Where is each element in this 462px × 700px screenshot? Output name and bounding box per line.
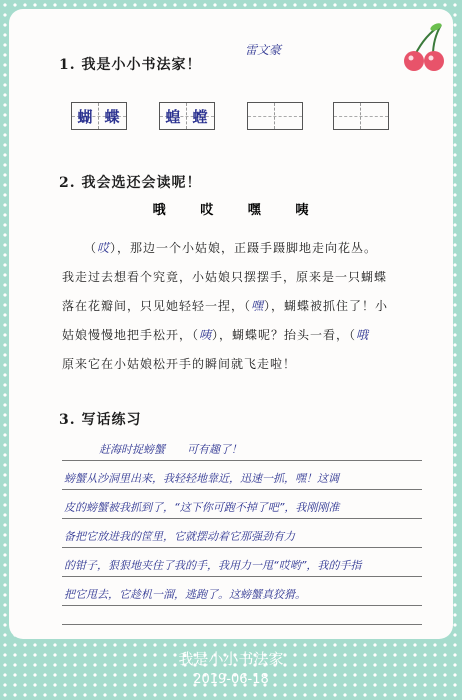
writing-rule: [62, 460, 422, 461]
option-word: 嘿: [247, 203, 262, 218]
story-line-6: 把它甩去，它趁机一溜，逃跑了。这螃蟹真狡猾。: [64, 588, 306, 601]
story-line-4: 备把它放进我的筐里，它就摆动着它那强劲有力: [64, 530, 295, 543]
option-word: 哦: [152, 203, 167, 218]
section3-title: 3. 写话练习: [59, 412, 142, 428]
answer-word: 咦: [199, 328, 213, 342]
footer-title: 我是小小书法家: [178, 650, 284, 668]
calligraphy-grid-4: [333, 102, 389, 130]
passage-line-2: 我走过去想看个究竟，小姑娘只摆摆手，原来是一只蝴蝶: [62, 270, 388, 284]
section1-title: 1. 我是小小书法家！: [59, 57, 202, 73]
answer-word: 嘿: [251, 299, 265, 313]
grid-char: 蝴: [77, 108, 93, 126]
writing-rule: [62, 605, 422, 606]
interjection-options: [9, 199, 453, 218]
grid-char: 螳: [192, 108, 208, 126]
calligraphy-grid-3: [247, 102, 303, 130]
writing-rule: [62, 518, 422, 519]
calligraphy-grid-1: [71, 102, 127, 130]
section2-title: 2. 我会选还会读呢！: [59, 175, 202, 191]
student-signature: 雷文豪: [245, 43, 282, 57]
story-line-2: 螃蟹从沙洞里出来，我轻轻地靠近，迅速一抓，嘿！这调: [64, 472, 339, 485]
footer-date: 2019-06-18: [193, 672, 269, 687]
answer-word: 哎: [97, 241, 111, 255]
option-word: 咦: [295, 203, 310, 218]
grid-char: 蝶: [104, 108, 120, 126]
writing-rule: [62, 576, 422, 577]
story-line-5: 的钳子，狠狠地夹住了我的手，我用力一甩“哎哟”，我的手指: [64, 559, 362, 572]
story-line-1: 赶海时捉螃蟹 可有趣了！: [99, 443, 242, 456]
passage-line-3: 落在花瓣间，只见她轻轻一捏，（嘿），蝴蝶被抓住了！小: [62, 299, 389, 313]
grid-char: 蝗: [165, 108, 181, 126]
writing-rule: [62, 624, 422, 625]
passage-line-5: 原来它在小姑娘松开手的瞬间就飞走啦！: [62, 357, 297, 371]
writing-rule: [62, 489, 422, 490]
writing-rule: [62, 547, 422, 548]
cherry-icon: [403, 21, 447, 73]
passage-line-1: （哎），那边一个小姑娘，正蹑手蹑脚地走向花丛。: [84, 241, 378, 255]
calligraphy-grid-2: [159, 102, 215, 130]
worksheet-paper: [9, 9, 453, 639]
story-line-3: 皮的螃蟹被我抓到了，“这下你可跑不掉了吧”，我刚刚准: [64, 501, 340, 514]
option-word: 哎: [200, 203, 215, 218]
passage-line-4: 姑娘慢慢地把手松开，（咦），蝴蝶呢？抬头一看，（哦: [62, 328, 370, 342]
answer-word: 哦: [356, 328, 370, 342]
